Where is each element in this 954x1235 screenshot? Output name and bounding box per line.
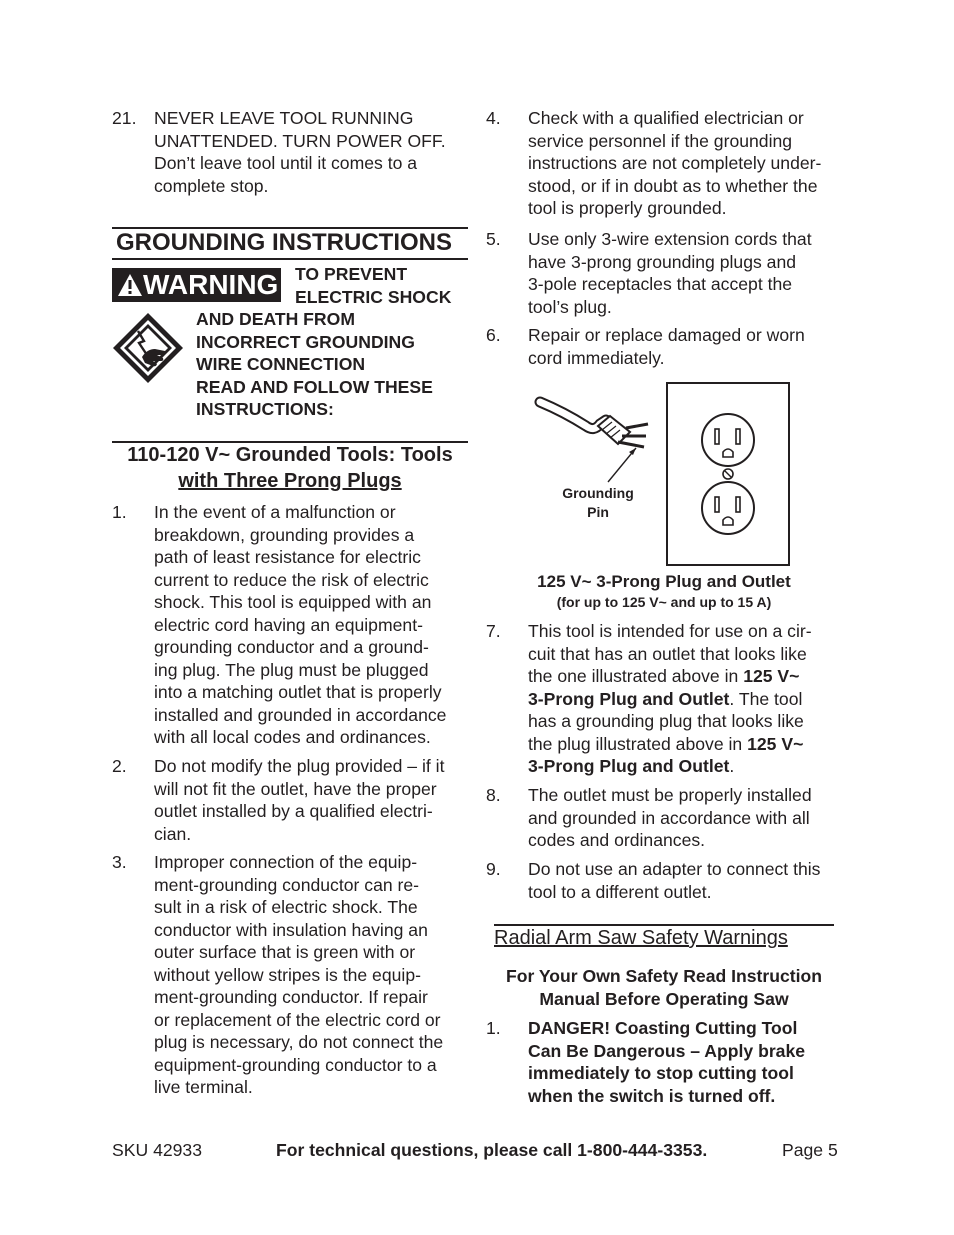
item-line: path of least resistance for electric bbox=[154, 547, 421, 567]
item-line bbox=[528, 733, 812, 756]
heading-rule-bottom bbox=[112, 258, 468, 260]
item-line: complete stop. bbox=[154, 175, 269, 196]
item-line: when the switch is turned off. bbox=[528, 1085, 776, 1106]
item-line: have 3-prong grounding plugs and bbox=[528, 251, 797, 272]
item-line: DANGER! Coasting Cutting Tool bbox=[528, 1018, 798, 1038]
item-line: ment-grounding conductor. If repair bbox=[154, 987, 428, 1007]
warning-line: WIRE CONNECTION bbox=[196, 354, 366, 374]
item-number: 9. bbox=[486, 859, 501, 879]
item-text: the one illustrated above in bbox=[528, 666, 744, 686]
item-line: NEVER LEAVE TOOL RUNNING bbox=[154, 108, 414, 128]
item-number: 6. bbox=[486, 325, 501, 345]
item-line: has a grounding plug that looks like bbox=[528, 711, 804, 731]
item-text: . bbox=[729, 756, 735, 776]
item-text: the plug illustrated above in bbox=[528, 733, 748, 754]
item-number: 5. bbox=[486, 229, 501, 249]
warning-message-top bbox=[295, 263, 451, 308]
pin-label-line: Grounding bbox=[562, 485, 634, 501]
footer-tech-support: For technical questions, please call 1-800-444-3353. bbox=[276, 1140, 708, 1160]
item-line: will not fit the outlet, have the proper bbox=[154, 778, 437, 799]
item-number: 21. bbox=[112, 108, 137, 128]
footer-sku: SKU 42933 bbox=[112, 1140, 202, 1160]
warning-line: INCORRECT GROUNDING bbox=[196, 331, 415, 352]
figure-caption: 125 V~ 3-Prong Plug and Outlet bbox=[537, 572, 791, 591]
item-line: This tool is intended for use on a cir- bbox=[528, 621, 812, 641]
radial-subheading bbox=[486, 965, 842, 1010]
pin-label-line: Pin bbox=[587, 504, 609, 520]
item-line bbox=[528, 665, 812, 688]
warning-line: AND DEATH FROM bbox=[196, 309, 355, 329]
item-line: immediately to stop cutting tool bbox=[528, 1063, 794, 1083]
item-line: Do not modify the plug provided – if it bbox=[154, 756, 445, 776]
item-line: ing plug. The plug must be plugged bbox=[154, 659, 429, 680]
item-number: 2. bbox=[112, 756, 127, 776]
grounding-heading: GROUNDING INSTRUCTIONS bbox=[116, 229, 452, 256]
subheading bbox=[104, 442, 476, 494]
item-line: and grounded in accordance with all bbox=[528, 807, 810, 828]
warning-line: READ AND FOLLOW THESE bbox=[196, 376, 433, 397]
warning-message-bottom bbox=[196, 308, 433, 421]
warning-text: WARNING bbox=[143, 269, 279, 300]
item-line: service personnel if the grounding bbox=[528, 130, 793, 151]
item-line: or replacement of the electric cord or bbox=[154, 1009, 441, 1030]
item-line: cord immediately. bbox=[528, 347, 665, 368]
item-line: current to reduce the risk of electric bbox=[154, 569, 429, 590]
item-line: Check with a qualified electrician or bbox=[528, 108, 804, 128]
warning-label bbox=[112, 268, 281, 302]
item-line: grounding conductor and a ground- bbox=[154, 637, 429, 657]
item-line: cian. bbox=[154, 823, 192, 844]
electric-shock-hazard-icon bbox=[111, 311, 185, 385]
item-line: codes and ordinances. bbox=[528, 830, 706, 850]
item-line: installed and grounded in accordance bbox=[154, 704, 447, 725]
item-line: Can Be Dangerous – Apply brake bbox=[528, 1040, 806, 1061]
item-line: without yellow stripes is the equip- bbox=[154, 964, 421, 985]
subheading-line: with Three Prong Plugs bbox=[178, 470, 402, 492]
item-line: equipment-grounding conductor to a bbox=[154, 1054, 437, 1075]
item-line: into a matching outlet that is properly bbox=[154, 682, 442, 702]
item-line: plug is necessary, do not connect the bbox=[154, 1032, 444, 1052]
item-text-bold: 3-Prong Plug and Outlet bbox=[528, 756, 730, 776]
item-text-bold: 125 V~ bbox=[747, 733, 804, 754]
warning-triangle-icon bbox=[117, 273, 143, 297]
item-text: . The tool bbox=[729, 688, 803, 709]
item-line: sult in a risk of electric shock. The bbox=[154, 897, 418, 917]
item-line: cuit that has an outlet that looks like bbox=[528, 643, 807, 664]
item-number: 1. bbox=[486, 1018, 501, 1038]
item-line: Use only 3-wire extension cords that bbox=[528, 229, 812, 249]
item-line: UNATTENDED. TURN POWER OFF. bbox=[154, 130, 446, 151]
item-number: 7. bbox=[486, 621, 501, 641]
item-line: The outlet must be properly installed bbox=[528, 785, 812, 805]
item-text-bold: 3-Prong Plug and Outlet bbox=[528, 688, 730, 709]
item-line: 3-pole receptacles that accept the bbox=[528, 274, 793, 294]
item-line: tool to a different outlet. bbox=[528, 881, 712, 902]
item-line: Don’t leave tool until it comes to a bbox=[154, 153, 418, 173]
three-prong-plug-illustration bbox=[534, 392, 654, 492]
item-line: conductor with insulation having an bbox=[154, 919, 428, 940]
item-line: ment-grounding conductor can re- bbox=[154, 874, 420, 895]
item-line: stood, or if in doubt as to whether the bbox=[528, 175, 818, 196]
item-line: shock. This tool is equipped with an bbox=[154, 592, 432, 612]
item-line: instructions are not completely under- bbox=[528, 153, 822, 173]
radial-subheading-line: Manual Before Operating Saw bbox=[539, 988, 789, 1009]
item-line: live terminal. bbox=[154, 1077, 253, 1097]
item-line: outlet installed by a qualified electri- bbox=[154, 801, 433, 821]
item-text-bold: 125 V~ bbox=[743, 666, 800, 686]
warning-line: INSTRUCTIONS: bbox=[196, 399, 334, 419]
footer-page-number: Page 5 bbox=[782, 1140, 838, 1160]
item-line: breakdown, grounding provides a bbox=[154, 524, 415, 545]
item-line: tool is properly grounded. bbox=[528, 198, 727, 218]
item-line: tool’s plug. bbox=[528, 296, 612, 317]
item-number: 8. bbox=[486, 785, 501, 805]
figure-subcaption: (for up to 125 V~ and up to 15 A) bbox=[556, 594, 772, 610]
item-line: Repair or replace damaged or worn bbox=[528, 325, 805, 345]
grounding-pin-label bbox=[548, 484, 648, 522]
item-line: electric cord having an equipment- bbox=[154, 614, 423, 635]
subheading-line: 110-120 V~ Grounded Tools: Tools bbox=[127, 444, 453, 466]
item-number: 3. bbox=[112, 852, 127, 872]
item-number: 1. bbox=[112, 502, 127, 522]
outlet-illustration bbox=[666, 382, 790, 566]
item-line: Improper connection of the equip- bbox=[154, 852, 418, 872]
warning-line: ELECTRIC SHOCK bbox=[295, 286, 452, 307]
item-line: Do not use an adapter to connect this bbox=[528, 859, 821, 879]
item-line: with all local codes and ordinances. bbox=[154, 727, 431, 747]
warning-line: TO PREVENT bbox=[295, 264, 408, 284]
item-line bbox=[528, 688, 812, 711]
item-line bbox=[528, 755, 812, 778]
radial-subheading-line: For Your Own Safety Read Instruction bbox=[505, 966, 823, 986]
item-line: In the event of a malfunction or bbox=[154, 502, 396, 522]
item-line: outer surface that is green with or bbox=[154, 942, 416, 962]
item-number: 4. bbox=[486, 108, 501, 128]
radial-arm-heading: Radial Arm Saw Safety Warnings bbox=[494, 927, 788, 949]
